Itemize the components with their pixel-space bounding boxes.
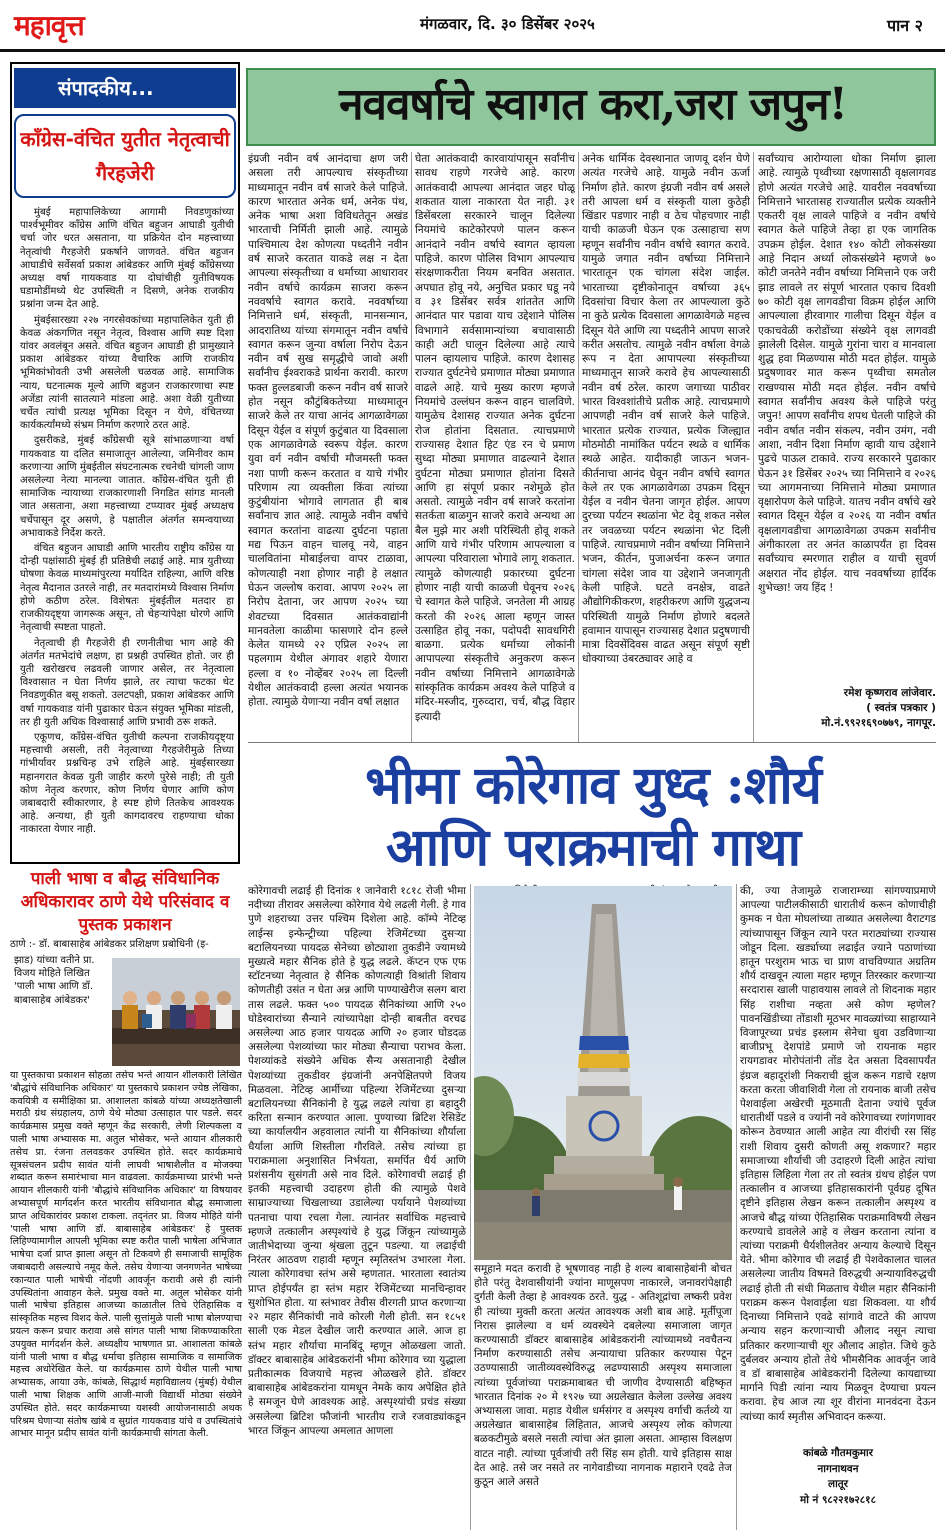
bhima-column-3: की, ज्या तेजामुळे राजाराम्च्या सांगण्याप्रमाणे आपल्या पाटीलकीसाठी धारातीर्थ करून कोणाचीही कुमक न घेता मोघलांच्या ताब्यात असलेल्या वैराटगड त्यांच्यापासून जिंकून त्याने परत मराठ्यांच्या राज्यास जोडून दिला. खर्ड्याच्या लढाईत ज्याने पठाणांच्या हातून परशुराम भाऊ चा प्राण वाचविण्यात अग्रतिम शौर्य दाखवून त्याला महार म्हणून तिरस्कार करणाऱ्या सरदारास खाली पाहावयास लावले तो शिदनाक महार सिंह राशीचा नव्हता असे कोण म्हणेल? पावनखिंडीच्या तोंडाशी मूठभर मावळ्यांच्या साहाय्याने विजापूरच्या प्रचंड इस्लाम सेनेचा धुवा उडविणाऱ्या बाजीप्रभू देशपांडे प्रमाणे जो रायनाक महार रायगडावर मोरोपंतांनी तोंड देत असता दिवसापर्यंत इंग्रज बहादूरांशी निकराची झुंज करून गडाचे रक्षण करता करता जीवाशिवी गेला तो रायनाक बाजी तसेच पेशवाईला अखेरची मूठमाती देताना ज्यांचे पूर्वज धारातीर्थी पडले व ज्यांनी नवे कोरेगावच्या रणांगणावर कोरून ठेवण्यात आली आहेत त्या वीरांची रस सिंह राशी शिवाय दुसरी कोणती असू शकणार? महार समाजाच्या शौर्याची जी उदाहरणे दिली आहेत त्यांचा इतिहास लिहिला गेला तर तो स्वतंत्र ग्रंथच होईल पण तत्कालीन व आजच्या इतिहासकारांनी पूर्वग्रह दूषित दृष्टीने इतिहास लेखन करून तत्कालीन अस्पृश्य व आजचे बौद्ध यांच्या ऐतिहासिक पराक्रमाविषयी लेखन करण्याचे डावलेले आहे व लेखन करताना त्यांना व त्यांच्या पराक्रमी धैर्यशीलतेवर अन्याय केल्याचे दिसून येते. भीमा कोरेगाव ची लढाई ही पेशवेकालात चालत असलेल्या जातीय विषमते विरुद्धची अन्यायाविरुद्धची लढाई होती ती संधी मिळताच येथील महार सैनिकांनी पराक्रम करून पेशवाईला धडा शिकवला. या शौर्य दिनाच्या निमित्ताने एवढे सांगावे वाटते की आपण अन्याय सहन करणाऱ्याची औलाद नसून त्याचा प्रतिकार करणाऱ्याची शूर औलाद आहोत. जिथे कुठे दुर्बलवर अन्याय होतो तेथे भीमसैनिक आवर्जून जावे व डॉ बाबासाहेब आंबेडकरांनी दिलेल्या कायद्याच्या मार्गाने पिडी त्यांना न्याय मिळवून देण्याचा प्रयत्न करावा. हेच आज त्या शूर वीरांना मानवंदना देऊन त्यांच्या कार्य स्मृतीस अभिवादन करूया. bbox=[740, 885, 936, 1423]
editorial-body bbox=[20, 206, 234, 856]
editorial-paragraph: एकूणच, काँग्रेस-वंचित युतीची कल्पना राजकीयदृष्ट्या महत्त्वाची असली, तरी नेतृत्वाच्या गैरहजेरीमुळे तिच्या गांभीर्यावर प्रश्नचिन्ह उभे राहिले आहे. मुंबईसारख्या महानगरात केवळ युती जाहीर करणे पुरेसे नाही; ती युती कोण नेतृत्व करणार, कोण निर्णय घेणार आणि कोण जबाबदारी स्वीकारणार, हे स्पष्ट होणे तितकेच आवश्यक आहे. अन्यथा, ही युती कागदावरच राहण्याचा धोका नाकारता येणार नाही. bbox=[20, 731, 234, 836]
section-divider bbox=[248, 742, 936, 743]
bhima-koregaon-headline-line1: भीमा कोरेगाव युध्द :शौर्य bbox=[365, 755, 821, 816]
bhima-column-2: समूहाने मदत करावी हे भूषणावह नाही हे शल्य बाबासाहेबांनी बोचत होते परंतु देशवासीयांनी ज्यांना माणूसपण नाकारले, जनावरांपेक्षाही दुर्गती केली तेव्हा हे आवश्यक ठरते. युद्ध - अतिशूद्रांचा लष्करी प्रवेश ही त्यांच्या मुक्ती करता अत्यंत आवश्यक अशी बाब आहे. मूर्तीपूजा निरास झालेल्या व धर्म व्यवस्थेने दबलेल्या समाजाला जागृत करण्यासाठी डॉक्टर बाबासाहेब आंबेडकरांनी त्यांच्यामध्ये नवचैतन्य निर्माण करण्यासाठी तसेच अन्यायाचा प्रतिकार करण्यास पेटून उठण्यासाठी जातीव्यवस्थेविरुद्ध लढण्यासाठी अस्पृश्य समाजाला त्यांच्या पूर्वजांच्या पराक्रमाबाबत ची जाणीव देण्यासाठी बहिष्कृत भारतात दिनांक २० मे १९२७ च्या अग्रलेखात केलेला उल्लेख अवश्य अभ्यासला जावा. महाड येथील धर्मसंगर व अस्पृश्य वर्गाची कर्तव्ये या अग्रलेखात बाबासाहेब लिहितात, आजचे अस्पृश्य लोक कोणत्या बळकटीमुळे बसले नसती त्यांचा अंत झाला असता. आम्हास विलक्षण वाटत नाही. त्यांच्या पूर्वजांची तरी सिंह सम होती. याचे इतिहास साक्ष देत आहे. तसे जर नसते तर नागेवाडीच्या नागनाक महाराने एवढे तेज कुठून आले असते bbox=[474, 1263, 732, 1489]
editorial-paragraph: मुंबई महापालिकेच्या आगामी निवडणुकांच्या पार्श्वभूमीवर काँग्रेस आणि वंचित बहुजन आघाडी युतीची चर्चा जोर धरत असताना, या प्रक्रियेत दोन महत्त्वाच्या नेतृत्वांची गैरहजेरी प्रकर्षाने जाणवते. वंचित बहुजन आघाडीचे सर्वेसर्वा प्रकाश आंबेडकर आणि मुंबई काँग्रेसच्या अध्यक्ष वर्षा गायकवाड या दोघांचीही युतीविषयक घडामोडींमध्ये थेट उपस्थिती न दिसणे, अनेक राजकीय प्रश्नांना जन्म देत आहे. bbox=[20, 207, 234, 311]
pali-news-title: पाली भाषा व बौद्ध संविधानिक अधिकारावर ठाणे येथे परिसंवाद व पुस्तक प्रकाशन bbox=[20, 869, 230, 935]
bhima-author-city-label: नागनाथवन bbox=[817, 1462, 859, 1475]
editorial-paragraph: नेतृत्वाची ही गैरहजेरी ही रणनीतीचा भाग आहे की अंतर्गत मतभेदांचे लक्षण, हा प्रश्नही उपस्थित होतो. जर ही युती खरोखरच लढवली जाणार असेल, तर नेतृत्वाला विश्वासात न घेता निर्णय झाले, तर त्याचा फटका थेट निवडणुकीत बसू शकतो. उलटपक्षी, प्रकाश आंबेडकर आणि वर्षा गायकवाड यांनी पुढाकार घेऊन संयुक्त भूमिका मांडली, तर ही युती अधिक विश्वासार्ह आणि प्रभावी ठरू शकते. bbox=[20, 637, 234, 728]
newyear-headline: नववर्षाचे स्वागत करा,जरा जपुन! bbox=[339, 79, 847, 130]
masthead: महावृत्त bbox=[14, 9, 84, 42]
column-divider bbox=[470, 884, 471, 1530]
bhima-author-city: लातूर bbox=[828, 1478, 848, 1490]
newyear-column-3: अनेक धार्मिक देवस्थानात जाणवू दर्शन घेणे अत्यंत गरजेचे आहे. यामुळे नवीन ऊर्जा निर्माण होते. कारण इंग्रजी नवीन वर्ष असले तरी आपला धर्म व संस्कृती याला कुठेही खिंडार पडणार नाही व ठेच पोहचणार नाही याची काळजी घेऊन एक उत्साहाचा सण म्हणून सर्वांनीच नवीन वर्षाचे स्वागत करावे. यामुळे जगात नवीन वर्षाच्या निमित्ताने भारतातून एक चांगला संदेश जाईल. भारताच्या दृष्टीकोनातून वर्षाच्या ३६५ दिवसांचा विचार केला तर आपल्याला कुठे ना कुठे प्रत्येक दिवसाला आगळावेगळे महत्त्व दिसून येते आणि त्या पध्दतीने आपण साजरे करीत असतोच. त्यामुळे नवीन वर्षाला वेगळे रूप न देता आपापल्या संस्कृतीच्या माध्यमातून साजरे करावे हेच आपल्यासाठी नवीन वर्ष ठरेल. कारण जगाच्या पाठीवर भारत विश्वशांतीचे प्रतीक आहे. त्याचप्रमाणे आपणही नवीन वर्ष साजरे केले पाहिजे. भारतात प्रत्येक राज्यात, प्रत्येक जिल्ह्यात मोठमोठी नामांकित पर्यटन स्थळे व धार्मिक स्थळे आहेत. यादीकाही जाऊन भजन-कीर्तनाचा आनंद घेवून नवीन वर्षाचे स्वागत केले तर एक आगळावेगळा उपक्रम दिसून येईल व नवीन चेतना जागृत होईल. आपण दुरच्या पर्यटन स्थळांना भेट देवू शकत नसेल तर जवळच्या पर्यटन स्थळांना भेट दिली पाहिजे. त्याचप्रमाणे नवीन वर्षाच्या निमित्ताने भजन, कीर्तन, पुजाअर्चना करून जगात चांगला संदेश जाव या उद्देशाने जनजागृती केली पाहिजे. घटते वनक्षेत्र, वाढते औद्योगिकीकरण, शहरीकरण आणि युद्धजन्य परिस्थिती यामुळे निर्माण होणारे बदलते हवामान यापासून राज्यासह देशात प्रदुषणाची मात्रा दिवसेंदिवस वाढत असून संपूर्ण सृष्टी धोक्याच्या उंबरठ्यावर आहे व bbox=[582, 153, 750, 666]
newyear-author-block bbox=[758, 686, 936, 731]
column-divider bbox=[578, 152, 579, 742]
newyear-column-4: सर्वांच्याच आरोग्याला धोका निर्माण झाला आहे. त्यामुळे पृथ्वीच्या रक्षणासाठी वृक्षलागवड होणे अत्यंत गरजेचे आहे. यावरील नववर्षाच्या निमित्ताने भारतासह राज्यातील प्रत्येक व्यक्तीने एकतरी वृक्ष लावले पाहिजे व नवीन वर्षाचे स्वागत केले पाहिजे तेव्हा हा एक जागतिक उपक्रम होईल. देशात १४० कोटी लोकसंख्या आहे निदान अर्ध्या लोकसंख्येने म्हणजे ७० कोटी जनतेने नवीन वर्षाच्या निमित्ताने एक जरी झाड लावले तर संपूर्ण भारतात एकाच दिवशी ७० कोटी वृक्ष लागवडीचा विक्रम होईल आणि आपल्याला हीरवागार गालीचा दिसून येईल व एकाचवेळी करोडोंच्या संख्येने वृक्ष लागवडी झालेली दिसेल. यामुळे गुरांना चारा व मानवाला शुद्ध हवा मिळण्यास मोठी मदत होईल. यामुळे प्रदुषणावर मात करून पृथ्वीचा समतोल राखण्यास मोठी मदत होईल. नवीन वर्षाचे स्वागत सर्वांनीच अवश्य केले पाहिजे परंतु जपुन! आपण सर्वांनीच शपथ घेतली पाहिजे की नवीन वर्षात नवीन संकल्प, नवीन उमंग, नवी आशा, नवीन दिशा निर्माण व्हावी याच उद्देशाने पुढचे पाऊल टाकावे. राज्य सरकारने पुढाकार घेऊन ३१ डिसेंबर २०२५ च्या निमित्ताने व २०२६ च्या आगमनाच्या निमित्ताने मोठ्या प्रमाणात वृक्षारोपण केले पाहिजे. यातच नवीन वर्षाचे खरे स्वागत दिसून येईल व २०२६ या नवीन वर्षात वृक्षलागवडीचा आगळावेगळा उपक्रम सर्वांनीच अंगीकारला तर अनंत काळापर्यंत हा दिवस सर्वांच्याच स्मरणात राहील व याची सुवर्ण अक्षरात नोंद होईल. याच नववर्षाच्या हार्दिक शुभेच्छा! जय हिंद ! bbox=[758, 153, 936, 594]
column-divider bbox=[736, 884, 737, 1530]
bhima-koregaon-headline-line2: आणि पराक्रमाची गाथा bbox=[385, 817, 801, 878]
newyear-column-2: घेता आतंकवादी कारवायांपासून सर्वांनीच सावध राहणे गरजेचे आहे. कारण आतंकवादी आपल्या आनंदात जहर घोळू शकतात याला नाकारता येत नाही. ३१ डिसेंबरला सरकारने चालून दिलेल्या नियमांचे काटेकोरपणे पालन करून आनंदाने नवीन वर्षाचे स्वागत व्हायला पाहिजे. कारण पोलिस विभाग आपल्याच संरक्षणाकरीता नियम बनवित असतात. अपघात होवू नये, अनुचित प्रकार घडू नये व ३१ डिसेंबर सर्वत्र शांततेत आणि आनंदात पार पडावा याच उद्देशाने पोलिस विभागाने सर्वसामान्यांच्या बचावासाठी काही अटी घालून दिलेल्या आहे त्याचे पालन व्हायलाच पाहिजे. कारण देशासह राज्यात दुर्घटनेचे प्रमाणात मोठ्या प्रमाणात वाढले आहे. याचे मुख्य कारण म्हणजे नियमांचे उल्लंघन करून वाहन चालविणे. यामुळेच देशासह राज्यात अनेक दुर्घटना रोज होतांना दिसतात. त्याचप्रमाणे राज्यासह देशात हिट एंड रन चे प्रमाण सुध्दा मोठ्या प्रमाणात वाढल्याने देशात दुर्घटना मोठ्या प्रमाणात होतांना दिसते आणि हा संपूर्ण प्रकार नशेमुळे होत असतो. त्यामुळे नवीन वर्ष साजरे करतांना सतर्कता बाळगुन साजरे करावे अन्यथा आ बैल मुझे मार अशी परिस्थिती होवू शकते आणि याचे गंभीर परिणाम आपल्याला व आपल्या परिवाराला भोगावे लागू शकतात. त्यामुळे कोणत्याही प्रकारच्या दुर्घटना होणार नाही याची काळजी घेवूनच २०२६ चे स्वागत केले पाहिजे. जनतेला मी आग्रह करतो की २०२६ आला म्हणून जास्त उत्साहित होवू नका, पदोपदी सावधगिरी बाळगा. प्रत्येक धर्माच्या लोकांनी आपापल्या संस्कृतीचे अनुकरण करून नवीन वर्षाच्या निमित्ताने आगळावेगळे सांस्कृतिक कार्यक्रम अवश्य केले पाहिजे व मंदिर-मस्जीद, गुरुव्दारा, चर्च, बौद्ध विहार इत्यादी bbox=[415, 153, 575, 723]
page-number: पान २ bbox=[886, 16, 923, 35]
newyear-author-role: ( स्वतंत्र पत्रकार ) bbox=[866, 702, 936, 714]
pali-news-body: या पुस्तकाचा प्रकाशन सोहळा तसेच भन्ते आयान शीलकारी लिखित 'बौद्धांचे संविधानिक अधिकार' या पुस्तकाचे प्रकाशन ज्येष्ठ लेखिका, कवयित्री व समीक्षिका प्रा. आशालता कांबळे यांच्या अध्यक्षतेखाली मराठी ग्रंथ संग्रहालय, ठाणे येथे मोठ्या उत्साहात पार पडले. सदर कार्यक्रमास प्रमुख वक्ते म्हणून केंद्र सरकारी, लेणी शिल्पकला व पाली भाषा अभ्यासक मा. अतुल भोसेकर, भन्ते आयान शीलकारी तसेच प्रा. रंजना तलवडकर उपस्थित होते. सदर कार्यक्रमाचे सूत्रसंचलन प्रदीप सावंत यांनी लाघवी भाषाशैलीत व मोजक्या शब्दात करून समारंभाचा मान वाढवला. कार्यक्रमाच्या प्रारंभी भन्ते आयान शीलकारी यांनी 'बौद्धांचे संविधानिक अधिकार' या विषयावर अभ्यासपूर्ण मार्गदर्शन करत भारतीय संविधानात बौद्ध समाजाला प्राप्त अधिकारांवर प्रकाश टाकला. तद्नंतर प्रा. विजय मोहिते यांनी 'पाली भाषा आणि डॉ. बाबासाहेब आंबेडकर' हे पुस्तक लिहिण्यामागील आपली भूमिका स्पष्ट करीत पाली भाषेला अभिजात भाषेचा दर्जा प्राप्त झाला असून तो टिकवणे ही समाजाची सामूहिक जबाबदारी असल्याचे नमूद केले. तसेच येणाऱ्या जनगणनेत भाषेच्या रकान्यात पाली भाषेची नोंदणी आवर्जून करावी असे ही त्यांनी उपस्थितांना आवाहन केले. प्रमुख वक्ते मा. अतुल भोसेकर यांनी पाली भाषेचा इतिहास आजच्या काळातील तिचे ऐतिहासिक व सांस्कृतिक महत्त्व विशद केले. पाली सुत्तांमुळे पाली भाषा बोलण्याचा प्रयत्न करून प्रचार करावा असे सांगत पाली भाषा शिकण्याकरिता उपयुक्त मार्गदर्शन केले. अध्यक्षीय भाषणात प्रा. आशालता कांबळे यांनी पाली भाषा व बौद्ध धर्माचा इतिहास सामाजिक व सामाजिक महत्त्व अधोरेखित केले. या कार्यक्रमास ठाणे येथील पाली भाषा अभ्यासक, आयाा उके, कांबळे, सिद्धार्थ महाविद्यालय (मुंबई) येथील पाली भाषा शिक्षक आणि आजी-माजी विद्यार्थी मोठ्या संख्येने उपस्थित होते. सदर कार्यक्रमाच्या यशस्वी आयोजनासाठी अथक परिश्रम घेणाऱ्या संतोष खांबे व सुग्रांत गायकवाड यांचे व उपस्थितांचे आभार मानून प्रदीप सावंत यांनी कार्यक्रमाची सांगता केली. bbox=[10, 1070, 242, 1440]
bhima-author-block bbox=[740, 1446, 936, 1508]
newyear-author-phone: मो.नं.९९२१६९०७७९, नागपूर. bbox=[821, 717, 936, 729]
editorial-title: काँग्रेस-वंचित युतीत नेतृत्वाची गैरहजेरी bbox=[14, 114, 236, 198]
vijay-stambh-photo bbox=[474, 886, 732, 1260]
bhima-author-name: कांबळे गौतमकुमार bbox=[803, 1447, 873, 1459]
editorial-paragraph: वंचित बहुजन आघाडी आणि भारतीय राष्ट्रीय काँग्रेस या दोन्ही पक्षांसाठी मुंबई ही प्रतिष्ठेची लढाई आहे. मात्र युतीच्या घोषणा केवळ माध्यमांपुरत्या मर्यादित राहिल्या, आणि वरिष्ठ नेतृत्व मैदानात उतरले नाही, तर मतदारांमध्ये विश्वास निर्माण होणे कठीण ठरेल. विशेषतः मुंबईतील मतदार हा राजकीयदृष्ट्या जागरूक असून, तो चेहऱ्यांपेक्षा धोरणे आणि नेतृत्वाची स्पष्टता पाहतो. bbox=[20, 543, 234, 634]
editorial-banner: संपादकीय... bbox=[14, 68, 236, 108]
bhima-column-1: कोरेगावची लढाई ही दिनांक १ जानेवारी १८१८ रोजी भीमा नदीच्या तीरावर असलेल्या कोरेगाव येथे लढली गेली. हे गाव पुणे शहराच्या उत्तर पश्चिम दिशेला आहे. कॉम्पे नेटिव्ह लाईन्स इन्फेन्ट्रीच्या पहिल्या रेजिमेंटच्या दुसऱ्या बटालियनच्या पायदळ सेनेच्या छोट्याशा तुकडीने ज्यामध्ये मुख्यत्वे महार सैनिक होते हे युद्ध लढले. कॅप्टन एफ एफ स्टॉटनच्या नेतृत्वात हे सैनिक कोणत्याही विश्रांती शिवाय कोणतीही उसंत न घेता अन्न आणि पाण्याखेरीज सलग बारा तास लढले. फक्त ५०० पायदळ सैनिकांच्या आणि २५० घोडेस्वारांच्या सैन्याने त्यांच्यापेक्षा दोन्ही बाबतीत वरचढ असलेल्या आठ हजार पायदळ आणि २० हजार घोडदळ असलेल्या पेशव्यांच्या फार मोठ्या सैन्याचा पराभव केला. पेशव्यांकडे संख्येने अधिक सैन्य असतानाही देखील पेशव्यांच्या तुकडीवर इंग्रजांनी अनपेक्षितपणे विजय मिळवला. नेटिव्ह आर्मीच्या पहिल्या रेजिमेंटच्या दुसऱ्या बटालियनच्या सैनिकांनी हे युद्ध लढले त्यांचा हा बहादुरी करिता सन्मान करण्यात आला. पुण्याच्या ब्रिटिश रेसिडेंट च्या कार्यालयीन अहवालात त्यांनी या सैनिकांच्या शौर्याला धैर्याला आणि शिस्तीला गौरविले. तसेच त्यांच्या हा पराक्रमाला अनुशासित निर्भयता, समर्पित धैर्य आणि प्रशंसनीय सुसंगती असे नाव दिले. कोरेगावची लढाई ही इतकी महत्त्वाची उदाहरण होती की त्यामुळे पेशवे साम्राज्याच्या चिखलाच्या उडालेल्या पर्यायाने पेशव्यांच्या पतनाचा पाया रचला गेला. त्यानंतर सर्वाधिक महत्त्वाचे म्हणजे तत्कालीन अस्पृश्यांचे हे युद्ध जिंकून त्यांच्यामुळे जातीभेदाच्या जुन्या श्रृंखला तुटून पडल्या. या लढाईची निरंतर आठवण राहावी म्हणून स्मृतिस्तंभ उभारला गेला. त्याला कोरेगावचा स्तंभ असे म्हणतात. भारताला स्वातंत्र्य प्राप्त होईपर्यंत हा स्तंभ महार रेजिमेंटच्या मानचिन्हावर सुशोभित होता. या स्तंभावर तेवीस वीरगती प्राप्त करणाऱ्या २२ महार सैनिकांची नावे कोरली गेली होती. सन १८५१ साली एक मेडल देखील जारी करण्यात आले. आज हा स्तंभ महार शौर्याचा मानबिंदू म्हणून ओळखला जातो. डॉक्टर बाबासाहेब आंबेडकरांनी भीमा कोरेगाव च्या युद्धाला प्रतीकात्मक विजयाचे महत्त्व ओळखले होते. डॉक्टर बाबासाहेब आंबेडकरांना यामधून नेमके काय अपेक्षित होते हे समजून घेणे आवश्यक आहे. अस्पृश्यांची प्रचंड संख्या असलेल्या ब्रिटिश फौजांनी भारतीय राजे रजवाड्यांकडून भारत जिंकून आपल्या अमलात आणला bbox=[248, 885, 466, 1437]
issue-date: मंगळवार, दि. ३० डिसेंबर २०२५ bbox=[420, 15, 595, 33]
newyear-column-1: इंग्रजी नवीन वर्ष आनंदाचा क्षण जरी असला तरी आपल्याच संस्कृतीच्या माध्यमातून नवीन वर्ष साजरे केले पाहिजे. कारण भारतात अनेक धर्म, अनेक पंथ, अनेक भाषा अशा विविधतेतून अखंड भारताची निर्मिती झाली आहे. त्यामुळे पाश्चिमात्य देश कोणत्या पध्दतीने नवीन वर्ष साजरे करतात याकडे लक्ष न देता आपल्या संस्कृतीच्या व धर्माच्या आधारावर नवीन वर्षाचे कार्यक्रम साजरा करून नववर्षाचे स्वागत करावे. नववर्षाच्या निमित्ताने धर्म, संस्कृती, मानसन्मान, आदरातिथ्य यांच्या संगमातून नवीन वर्षाचे स्वागत करून जुन्या वर्षाला निरोप देऊन नवीन वर्ष सुख समृद्धीचे जावो अशी सर्वांनीच ईश्वराकडे प्रार्थना करावी. कारण फक्त हुल्लडबाजी करून नवीन वर्ष साजरे होत नसून कौटुंबिकतेच्या माध्यमातून साजरे केले तर याचा आनंद आगळावेगळा दिसून येईल व संपूर्ण कुटुंबात या दिवसाला एक आगळावेगळे स्वरूप येईल. कारण युवा वर्ग नवीन वर्षाची मौजमस्ती फक्त नशा पाणी करून करतात व याचे गंभीर परिणाम त्या व्यक्तीला किंवा त्यांच्या कुटुंबीयांना भोगावे लागतात ही बाब सर्वांनाच ज्ञात आहे. त्यामुळे नवीन वर्षाचे स्वागत करतांना वाढत्या दुर्घटना पहाता मद्य पिऊन वाहन चालवू नये, वाहन चालवितांना मोबाईलचा वापर टाळावा, कोणत्याही नशा होणार नाही हे लक्षात घेऊन जल्लोष करावा. आपण २०२५ ला निरोप देताना, जर आपण २०२५ च्या शेवटच्या दिवसात आतंकवाद्यांनी मानवतेला काळीमा फासणारे दोन हल्ले केलेत यामध्ये २२ एप्रिल २०२५ ला पहलगाम येथील अंगावर शहारे येणारा हल्ला व १० नोव्हेंबर २०२५ ला दिल्ली येथील आतंकवादी हल्ला अत्यंत भयानक होता. त्यामुळे येणाऱ्या नवीन वर्षा लक्षात bbox=[248, 153, 408, 709]
pali-event-photo bbox=[112, 958, 240, 1066]
column-divider bbox=[753, 152, 754, 742]
editorial-paragraph: दुसरीकडे, मुंबई काँग्रेसची सूत्रे सांभाळणाऱ्या वर्षा गायकवाड या दलित समाजातून आलेल्या, जमिनीवर काम करणाऱ्या आणि मुंबईतील संघटनात्मक रचनेची चांगली जाण असलेल्या नेत्या मानल्या जातात. काँग्रेस-वंचित युती ही सामाजिक न्यायाच्या राजकारणाशी निगडित सांगड मानली जात असताना, अशा महत्त्वाच्या टप्प्यावर मुंबई अध्यक्षच चर्चेपासून दूर असणे, हे पक्षातील अंतर्गत समन्वयाच्या अभावाकडे निर्देश करते. bbox=[20, 435, 234, 539]
newyear-author-name: रमेश कृष्णराव लांजेवार. bbox=[843, 687, 936, 699]
pali-news-side-text: झाड) यांच्या वतीने प्रा. विजय मोहिते लिखित 'पाली भाषा आणि डॉ. बाबासाहेब आंबेडकर' bbox=[14, 955, 95, 1006]
editorial-paragraph: मुंबईसारख्या २२७ नगरसेवकांच्या महापालिकेत युती ही केवळ अंकगणित नसून नेतृत्व, विश्वास आणि स्पष्ट दिशा यांवर अवलंबून असते. वंचित बहुजन आघाडी ही प्रामुख्याने प्रकाश आंबेडकर यांच्या वैचारिक आणि राजकीय भूमिकांभोवती उभी असलेली चळवळ आहे. सामाजिक न्याय, घटनात्मक मूल्ये आणि बहुजन राजकारणाचा स्पष्ट अजेंडा त्यांनी सातत्याने मांडला आहे. अशा वेळी युतीच्या चर्चेत त्यांची प्रत्यक्ष भूमिका दिसून न येणे, वंचितच्या कार्यकर्त्यांमध्ये संभ्रम निर्माण करणारे ठरत आहे. bbox=[20, 314, 234, 432]
pali-news-lead: ठाणे :- डॉ. बाबासाहेब आंबेडकर प्रशिक्षण प्रबोधिनी (इ- bbox=[10, 939, 209, 950]
column-divider bbox=[411, 152, 412, 742]
page-header bbox=[0, 0, 945, 52]
bhima-author-phone: मो नं ९८२२१७२८१८ bbox=[800, 1493, 876, 1506]
